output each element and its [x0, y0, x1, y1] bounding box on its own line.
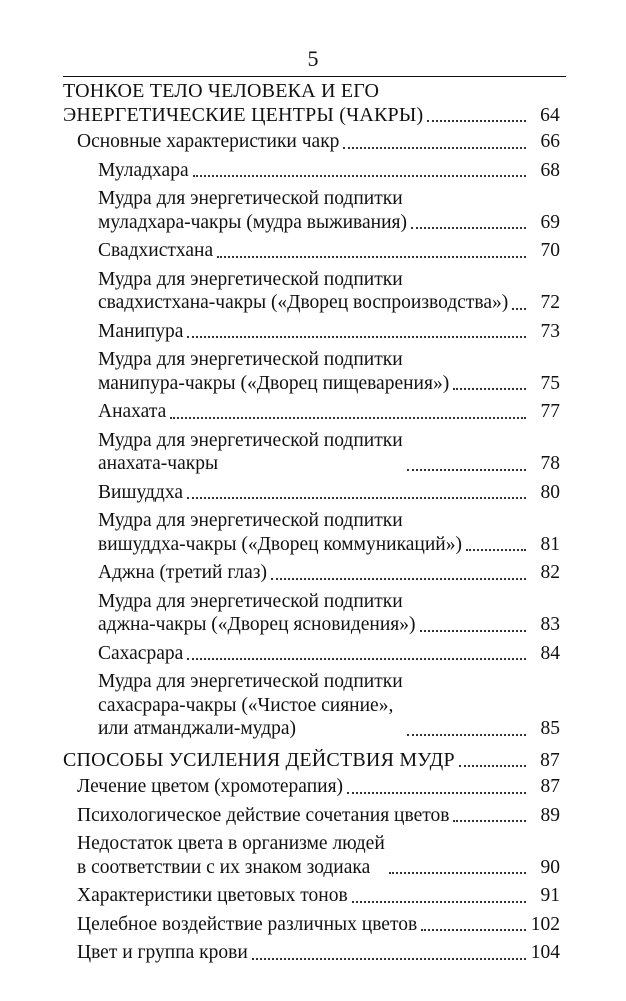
- dot-leader: [459, 765, 526, 767]
- toc-entry-title-line: Мудра для энергетической подпитки: [98, 429, 403, 451]
- toc-entry: [63, 749, 560, 773]
- toc-entry: [63, 509, 560, 556]
- dot-leader: [427, 120, 526, 122]
- toc-entry-title-line: Мудра для энергетической подпитки: [98, 188, 403, 209]
- toc-entry-title: [77, 884, 348, 908]
- page-number: 5: [307, 46, 319, 71]
- toc-entry-title-line: Анахата: [98, 401, 167, 422]
- toc-entry-title-line: ЭНЕРГЕТИЧЕСКИЕ ЦЕНТРЫ (ЧАКРЫ): [63, 103, 424, 126]
- toc-entry-page-number: 82: [540, 562, 560, 583]
- toc-entry-title-line: Лечение цветом (хромотерапия): [77, 776, 344, 797]
- toc-entry-title-line: в соответствии с их знаком зодиака: [77, 856, 371, 878]
- toc-entry-page-number: 64: [540, 104, 560, 126]
- dot-leader: [421, 929, 526, 931]
- toc-entry-title: [77, 804, 449, 828]
- toc-entry-page-number: 77: [540, 401, 560, 422]
- dot-leader: [187, 497, 526, 499]
- dot-leader: [512, 308, 526, 310]
- toc-entry-title-line: муладхара-чакры (мудра выживания): [98, 211, 407, 233]
- toc-entry-title: [98, 320, 183, 344]
- dot-leader: [187, 658, 526, 660]
- toc-entry-title: [98, 268, 508, 315]
- toc-entry-title-line: или атманджали-мудра): [98, 718, 297, 739]
- toc-entry-page-number: 66: [540, 131, 560, 152]
- toc-entry-title: [98, 509, 462, 556]
- dot-leader: [407, 734, 526, 736]
- toc-entry: [63, 481, 560, 505]
- toc-entry-title-line: Мудра для энергетической подпитки: [98, 349, 403, 370]
- toc-entry: [63, 775, 560, 799]
- toc-entry-title: [63, 80, 423, 127]
- toc-entry: [63, 159, 560, 183]
- dot-leader: [466, 549, 526, 551]
- toc-entry-page-number: 91: [540, 885, 560, 906]
- toc-entry-page-number: 90: [540, 856, 560, 878]
- toc-entry-title: [98, 348, 449, 395]
- toc-entry-title-line: Муладхара: [98, 159, 189, 181]
- toc-entry-title-line: Мудра для энергетической подпитки: [98, 671, 403, 692]
- toc-entry-title-line: Сахасрара: [98, 642, 184, 664]
- toc-entry-page-number: 83: [540, 614, 560, 635]
- toc-entry-title: [98, 429, 403, 476]
- toc-entry-page-number: 102: [530, 913, 560, 935]
- toc-entry-page-number: 87: [540, 749, 560, 771]
- toc-entry-page-number: 68: [540, 159, 560, 181]
- toc-entry-title-line: Вишуддха: [98, 481, 183, 503]
- toc-entry: [63, 590, 560, 637]
- toc-entry-title: [98, 561, 267, 585]
- toc-entry-title-line: СПОСОБЫ УСИЛЕНИЯ ДЕЙСТВИЯ МУДР: [63, 748, 455, 771]
- table-of-contents: [63, 80, 560, 965]
- toc-entry-page-number: 104: [530, 942, 560, 963]
- toc-entry: [63, 320, 560, 344]
- dot-leader: [453, 388, 526, 390]
- toc-entry-title: [77, 832, 385, 879]
- toc-entry-title-line: Целебное воздействие различных цветов: [77, 913, 418, 935]
- toc-entry-title-line: Свадхистхана: [98, 240, 214, 261]
- toc-entry: [63, 400, 560, 424]
- toc-entry-title: [77, 913, 417, 937]
- toc-entry-title-line: Манипура: [98, 320, 184, 342]
- toc-entry: [63, 670, 560, 741]
- toc-entry-title: [98, 481, 183, 505]
- toc-entry-page-number: 72: [540, 292, 560, 313]
- dot-leader: [411, 227, 526, 229]
- toc-entry-title-line: Мудра для энергетической подпитки: [98, 590, 403, 612]
- toc-entry-title-line: аджна-чакры («Дворец ясновидения»): [98, 614, 416, 635]
- dot-leader: [217, 256, 526, 258]
- toc-entry-page-number: 70: [540, 240, 560, 261]
- toc-entry-title-line: свадхистхана-чакры («Дворец воспроизводства»): [98, 292, 509, 313]
- toc-entry-title-line: Цвет и группа крови: [77, 942, 248, 963]
- toc-entry-page-number: 75: [540, 372, 560, 394]
- dot-leader: [347, 792, 526, 794]
- dot-leader: [407, 469, 526, 471]
- toc-entry-title-line: сахасрара-чакры («Чистое сияние»,: [98, 694, 394, 716]
- toc-entry-title: [63, 749, 455, 773]
- toc-entry-title-line: Основные характеристики чакр: [77, 131, 340, 152]
- toc-entry: [63, 832, 560, 879]
- dot-leader: [170, 417, 526, 419]
- toc-entry-page-number: 78: [540, 453, 560, 474]
- toc-entry-title: [98, 400, 166, 424]
- toc-entry-title-line: Недостаток цвета в организме людей: [77, 833, 385, 854]
- toc-entry: [63, 130, 560, 154]
- dot-leader: [271, 578, 526, 580]
- toc-entry-title-line: Мудра для энергетической подпитки: [98, 268, 403, 290]
- header-rule: [63, 76, 566, 77]
- toc-entry-title: [77, 941, 248, 965]
- toc-entry-page-number: 84: [540, 642, 560, 664]
- dot-leader: [343, 147, 526, 149]
- toc-entry-title: [98, 239, 213, 263]
- dot-leader: [420, 630, 527, 632]
- toc-entry: [63, 429, 560, 476]
- toc-entry-page-number: 87: [540, 776, 560, 797]
- dot-leader: [389, 872, 526, 874]
- toc-entry-page-number: 73: [540, 320, 560, 342]
- toc-entry-title-line: Психологическое действие сочетания цветов: [77, 804, 450, 826]
- toc-entry: [63, 268, 560, 315]
- toc-entry-title-line: Характеристики цветовых тонов: [77, 885, 348, 906]
- toc-entry-title-line: анахата-чакры: [98, 453, 219, 474]
- toc-entry: [63, 804, 560, 828]
- toc-entry-title: [98, 590, 416, 637]
- dot-leader: [193, 175, 526, 177]
- dot-leader: [252, 958, 526, 960]
- toc-entry-title: [98, 187, 407, 234]
- toc-entry: [63, 348, 560, 395]
- toc-entry-page-number: 81: [540, 533, 560, 555]
- toc-entry: [63, 884, 560, 908]
- toc-entry: [63, 642, 560, 666]
- toc-entry: [63, 561, 560, 585]
- dot-leader: [453, 820, 526, 822]
- toc-entry: [63, 941, 560, 965]
- toc-entry-title: [77, 775, 343, 799]
- toc-entry-page-number: 89: [540, 804, 560, 826]
- toc-entry-page-number: 85: [540, 718, 560, 739]
- toc-entry-page-number: 80: [540, 481, 560, 503]
- toc-entry-title: [98, 642, 183, 666]
- toc-entry-title-line: ТОНКОЕ ТЕЛО ЧЕЛОВЕКА И ЕГО: [63, 80, 380, 102]
- dot-leader: [352, 901, 526, 903]
- toc-entry-title-line: вишуддха-чакры («Дворец коммуникаций»): [98, 533, 462, 555]
- toc-entry-title: [98, 159, 189, 183]
- toc-entry: [63, 187, 560, 234]
- toc-entry: [63, 913, 560, 937]
- toc-entry-title-line: Мудра для энергетической подпитки: [98, 510, 403, 531]
- toc-entry-title-line: манипура-чакры («Дворец пищеварения»): [98, 372, 450, 394]
- toc-entry: [63, 239, 560, 263]
- dot-leader: [187, 336, 526, 338]
- toc-entry-title: [98, 670, 403, 741]
- toc-entry-title-line: Аджна (третий глаз): [98, 562, 267, 583]
- toc-entry-title: [77, 130, 339, 154]
- toc-entry-page-number: 69: [540, 211, 560, 233]
- toc-entry: [63, 80, 560, 127]
